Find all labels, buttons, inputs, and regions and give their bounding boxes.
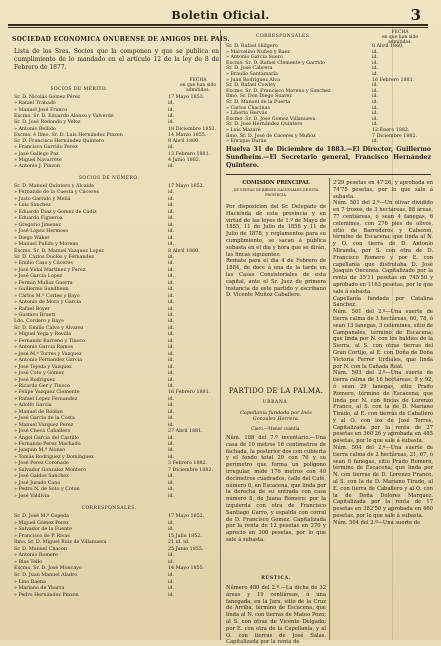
member-admission-date: id. <box>168 145 175 151</box>
member-name: » Gregorio Jimenez <box>14 222 61 228</box>
member-name: » Tomás Rodriguez y Domínguez <box>14 454 94 460</box>
member-name: » Juan Rodriguez Alva <box>226 77 280 83</box>
member-name: » José Checa Caballero <box>14 429 71 435</box>
member-admission-date: 8 Abril 1860. <box>168 248 200 254</box>
member-admission-date: 3 Febrero 1882. <box>168 461 208 467</box>
member-name: Ilmo. Sr. D. Miguel Ruiz de Villanueva <box>14 540 107 546</box>
rustica-heading: RÚSTICA. <box>261 576 291 581</box>
member-admission-date: id. <box>168 553 175 559</box>
page-title: Boletin Oficial. <box>171 9 270 22</box>
member-admission-date: 4 Junio 1882. <box>168 158 201 163</box>
member-name: » Luis Sanchez <box>14 203 51 209</box>
member-admission-date: id. <box>372 83 379 89</box>
member-name: Excmo. Sr. D. Eduardo Alonso y Valverde <box>14 113 114 119</box>
member-name: » Gustavo Bruett <box>14 313 56 318</box>
member-name: » Fernando Perez Machado <box>14 442 81 447</box>
member-admission-date: id. <box>168 480 175 486</box>
member-admission-date: id. <box>168 293 175 299</box>
member-name: » Eduardo Figueroa <box>14 216 63 222</box>
member-name: Ilmo. Sr. Don Diego Suarez <box>226 94 292 100</box>
member-admission-date: id. <box>168 113 175 119</box>
commission-heading: COMISION PRINCIPAL <box>242 180 310 186</box>
member-name: » Justo Garrido y Meliá <box>14 196 71 202</box>
member-admission-date: 7 Diciembre 1882. <box>372 133 418 139</box>
member-name: » Felipe Vazquez Clemente <box>14 390 80 396</box>
member-name: » Manuel José Franco <box>14 107 68 113</box>
member-name: » José Rodriguez <box>14 377 56 383</box>
member-name: » Francisco de P. Rivas <box>14 533 70 539</box>
member-admission-date: 17 Mayo 1852. <box>168 184 205 189</box>
member-admission-date: id. <box>372 72 379 77</box>
member-admission-date: id. <box>168 216 175 222</box>
member-admission-date: id. <box>168 274 175 280</box>
member-name: Ldo. Cordero y Bayo <box>14 319 64 325</box>
member-name: » Joaquin M.ª Alonso <box>14 448 66 454</box>
closing-rule <box>226 174 431 175</box>
member-name: » Manuel Vazquez Perez <box>14 422 74 428</box>
member-name: Excmo. Sr. D. Francisco Moreno y Sanchez <box>226 88 331 94</box>
member-name: » Antonio Romero <box>14 553 58 559</box>
member-admission-date: id. <box>168 306 175 312</box>
member-admission-date: id. <box>168 422 175 428</box>
member-admission-date: id. <box>372 66 379 72</box>
member-name: Excmo. é Ilmo. Sr. D. Luis Hernández Pinzon <box>14 132 123 138</box>
member-name: » Liberto Hervás <box>226 111 268 117</box>
member-admission-date: id. <box>168 235 175 241</box>
member-name: » Eduardo Diaz y Gomez de Cádiz <box>14 209 97 215</box>
member-name: » Miguel Vega y Revilla <box>14 332 72 338</box>
num480-entry: Número 480 del 2.º.—La dicha de 32 áreas y 19 centiáreas, ó una fanegada, en la Jara, sitio de la Cruz de Arriba, término de Escacena, que linda al N. con tierras de Mateo Pozo; al S. con otras de Vicente Delgado; por E. con otra de la Capellanía, y al O. con tierras de José Salas. Capitalizada por la renta de <box>226 585 326 646</box>
member-admission-date: 14 Mayo 1855. <box>168 566 205 572</box>
member-admission-date: 15 Julio 1852. <box>168 533 202 539</box>
member-name: Sr. D. Manuel Quintero y Alcaide <box>14 184 95 189</box>
member-admission-date: id. <box>168 300 175 306</box>
member-admission-date: id. <box>168 242 175 248</box>
right-fecha-header: FECHA en que han sido admitidos. <box>381 30 419 45</box>
member-name: » Mariano de Ybarra <box>14 586 65 592</box>
left-fecha-header: FECHA en que han sido admitidos. <box>179 78 217 93</box>
commission-subheading: DE VENTAS DE BIENES NACIONALES DE ESTA PROVINCIA. <box>233 188 319 197</box>
left-corresponsales-heading: CORRESPONSALES. <box>81 506 137 511</box>
member-admission-date: id. <box>168 107 175 113</box>
member-admission-date: id. <box>168 196 175 202</box>
member-name: » Antonio Garcia Suero <box>226 55 283 61</box>
member-name: Sr. D. Rafael Hidgero <box>226 44 278 49</box>
member-name: » José Gallego Paz <box>14 151 59 157</box>
member-admission-date: 25 Junio 1855. <box>168 546 204 552</box>
member-name: Sr. D. Nicolás Gómez Pérez <box>14 95 81 100</box>
page-header <box>0 0 441 26</box>
member-name: » Marcelino Nuñez y Baez <box>226 49 290 55</box>
closing-signature: Huelva 31 de Diciembre de 1883.—El Director, Guillermo Sundheim.—El Secretario general, Francisco Hernández Quintero. <box>226 146 431 169</box>
member-name: » Pedro N. de Soto y Coton <box>14 487 80 493</box>
member-name: » Carlos Chacinas <box>226 105 270 111</box>
member-admission-date: 17 Mayo 1852. <box>168 514 205 519</box>
member-name: » José Valdivia <box>14 493 50 499</box>
member-name: » Rafael Lopez Fernandez <box>14 396 78 402</box>
member-name: » José Coto y Gómez <box>14 371 64 377</box>
member-admission-date: id. <box>168 592 175 598</box>
palma-heading: PARTIDO DE LA PALMA. <box>228 387 324 395</box>
member-admission-date: id. <box>168 454 175 460</box>
paper-fold <box>392 26 393 640</box>
member-name: Sr. D. Carlos Duclós y Fernandez <box>14 254 94 260</box>
member-name: » Antonio Fernandez Garcia <box>14 358 83 364</box>
member-name: » Salvador de la Fuente <box>14 527 72 533</box>
member-name: » Emilio Caso y Cáceres <box>14 261 73 267</box>
member-name: » Fermin Muñoz Guerra <box>14 280 73 286</box>
member-admission-date: id. <box>168 280 175 286</box>
member-admission-date: id. <box>168 351 175 357</box>
member-name: Excmo. Sr. D. Manuel Vazquez Lopez <box>14 248 104 254</box>
member-admission-date: id. <box>168 520 175 526</box>
column-divider <box>220 30 221 640</box>
member-admission-date: id. <box>168 209 175 215</box>
member-admission-date: 21 id. id. <box>168 540 190 546</box>
member-name: Sr. D. José Cabrera <box>226 66 273 72</box>
member-name: » Manuel de Roldan <box>14 409 63 415</box>
member-admission-date: id. <box>168 409 175 415</box>
member-admission-date: id. <box>372 49 379 55</box>
page-number: 3 <box>410 6 421 24</box>
member-admission-date: id. <box>168 120 175 126</box>
member-admission-date: id. <box>168 261 175 267</box>
member-name: » Miguel Navarrete <box>14 158 62 163</box>
member-name: » Manuel Pulido y Moreno <box>14 242 79 248</box>
member-name: » Antonio de Mora y Garcia <box>14 300 82 306</box>
member-name: Sr. D. Emilio Calvo y Álvarez <box>14 325 84 331</box>
member-admission-date: id. <box>168 579 175 585</box>
member-name: » Antonio Garcia Ramos <box>14 345 73 351</box>
member-name: » Rafael Boyer <box>14 306 50 312</box>
member-admission-date: id. <box>168 435 175 441</box>
member-name: » Luis Mazaré <box>226 128 261 133</box>
member-admission-date: id. <box>168 325 175 331</box>
urbana-heading: URBANA. <box>262 400 290 405</box>
member-name: » Lino Baena <box>14 579 46 585</box>
member-name: Sr. D. José M.ª Cepeda <box>14 514 70 519</box>
member-admission-date: id. <box>372 60 379 66</box>
member-admission-date: id. <box>168 364 175 370</box>
member-name: » José Vidal Martinez y Perez <box>14 267 86 273</box>
member-admission-date: id. <box>372 105 379 111</box>
society-intro: Lista de los Sres. Socios que la componen y que se publica en cumplimiento de lo mandado en el artículo 12 de la ley de 8 de Febrero de 1877. <box>14 48 219 71</box>
member-admission-date: id. <box>372 94 379 100</box>
member-name: » Ángel Garcia del Castillo <box>14 435 79 441</box>
member-admission-date: 13 Febrero 1881. <box>168 151 211 157</box>
member-name: » Fernando Barreno y Tinoco <box>14 338 86 344</box>
member-admission-date: id. <box>168 371 175 377</box>
member-name: » José Perez Coronado <box>14 461 69 467</box>
member-name: Sr. D. Manuel de la Puerta <box>226 100 291 105</box>
member-admission-date: id. <box>168 203 175 209</box>
member-admission-date: id. <box>168 164 175 170</box>
member-name: » José Tejeda y Vazquez <box>14 364 72 370</box>
member-admission-date: 14 Marzo 1855. <box>168 132 207 138</box>
num188-entry: Núm. 188 del 7.º inventario.—Una casa de 10 metros 16 centímetros de fachada, la posterior dos con cubierta y el fondo total 29 con 76 y su perímetro que forma un polígono irregular, mide 176 metros con 40 decímetros cuadrados, calle del Café, número 6, en Escacena, que linda por la derecha de su entrada con casa número 8, de Juana Romero; por la izquierda con otra de Francisco Santiago Carro, y espalda con corral de D. Francisco Gomez. Capitalizada por la renta de 12 pesetas en 270 y aprecio en 300 pesetas, por lo que sale á subasta. <box>226 435 326 543</box>
member-admission-date: id. <box>168 319 175 325</box>
member-name: Excmo. Sr. D. José Gomez Villanueva <box>226 116 316 122</box>
clero-heading: Clero.—Menor cuantía. <box>251 426 301 431</box>
right-corresponsales-heading: CORRESPONSALES. <box>256 34 311 39</box>
member-name: » Enrique Durán <box>226 139 267 145</box>
member-admission-date: id. <box>168 527 175 533</box>
member-admission-date: id. <box>168 101 175 107</box>
member-admission-date: id. <box>168 332 175 338</box>
member-admission-date: 17 Mayo 1853. <box>168 95 205 100</box>
member-name: Ilmo. Sr. D. José de Cáceres y Muñoz <box>226 133 316 139</box>
member-name: » José Garcia de la Costa <box>14 416 75 422</box>
member-admission-date: id. <box>168 448 175 454</box>
member-name: » Salvador Gonzalez Montero <box>14 467 86 473</box>
member-admission-date: id. <box>168 416 175 422</box>
member-name: Sr. D. Juan Manuel Aladro <box>14 572 78 578</box>
urbana-note: Capellanía fundada por Inés Gonzalez Herrera. <box>240 410 312 423</box>
member-admission-date: id. <box>168 493 175 499</box>
member-admission-date: id. <box>372 55 379 61</box>
member-admission-date: id. <box>168 474 175 480</box>
member-admission-date: id. <box>372 139 379 145</box>
member-name: » Miguel Gómez Perez <box>14 520 69 526</box>
subcolumn-divider <box>329 178 330 640</box>
member-name: » Antonio Bellido <box>14 126 56 132</box>
member-admission-date: id. <box>372 100 379 105</box>
member-name: Sr. D. Francisco Hernández Quintero <box>14 139 105 145</box>
member-name: » Adolfo Garcia <box>14 403 52 409</box>
member-name: Excmo. Sr. D. José Moncayo <box>14 566 82 572</box>
member-name: » Blas Tello <box>14 559 42 565</box>
right-subcolumn-text: 2'29 pesetas en 47'26, y aprobada en 74'75 pesetas, por lo que sale á subasta. Núm. 501 del 2.º—Un olivar dividido en 7 trozos, de 3 hectáreas, 88 áreas, 77 centiáreas, ó sean 4 fanegas, 6 celemines, con 276 pies de olivos, sitio de Barrederos y Cabezon, término de Escacena; que linda al N. y O. con tierra de D. Antonio Miranda, por S. con otra de D. Francisco Romero y por E. con capellanía que disfrutaba D. José Joaquin Oncenea. Capitalizado por la renta de 35'11 pesetas en 745'50 y aprobado en 1163 pesetas, por lo que sale á subasta. Capellanía fundada por Catalina Sanchez. Núm. 501 del 2.º—Una suerte de tierra calma de 3 hectáreas, 60, 78, ó sean 13 fanegas, 3 celemines, sitio de Campanales, término de Escacena; que linda por N. con los baldíos de la Sierra, al S. con otras tierras del Gran Cortijo, al E. con Doña de Doña Victoria Ferrer Urdiales, que linda por N. con la Cañada Real. Núm. 503 del 2.º—Una suerte de tierra calma de 16 hectáreas, 9 y 92, ó sean 29 fanegas, sitio Prado Romero, término de Escacena; que linda por N. con fincas de Lorenzo Franco, al S. con la de D. Mariano Tirado, al E. con tierras de Caballero y al O. con los de José Torres, Capitalizada por la renta de 27 pesetas en 360'26 y aprobada en 485 pesetas, por lo que sale á subasta. Núm. 504 del 2.º—Una suerte de tierra calma de 2 hectáreas, 21, 67, ó sean 6 fanegas, sitio Prado Romero, término de Escacena; que linda por N. con tierras de D. Lorenzo Franco, al S. con la de D. Mariano Tirado, al E. con tierra de Caballero y al O. con la de Doña Dolores Marquez. Capitalizada por la renta de 17 pesetas en 382'50 y aprobada en 460 pesetas, por lo que sale á subasta. Núm. 504 del 2.º—Una suerte de <box>333 180 433 526</box>
member-admission-date: id. <box>168 377 175 383</box>
member-admission-date: id. <box>168 338 175 344</box>
member-name: » Francisco Garrido Perez <box>14 145 78 151</box>
member-name: » José Jurado Cano <box>14 480 61 486</box>
member-name: » Rafael Trabado <box>14 101 56 107</box>
member-name: » Braulio Santamaría <box>226 72 278 77</box>
member-name: » Ricardo Ger y Tinoco <box>14 383 70 389</box>
member-name: » Cárlos M.ª Cortes y Bayo <box>14 293 80 299</box>
member-admission-date: id. <box>168 345 175 351</box>
member-admission-date: id. <box>168 254 175 260</box>
member-name: Excmo. Sr. D. Rafael Clemente y Garrido <box>226 60 326 66</box>
member-admission-date: id. <box>168 313 175 318</box>
member-admission-date: id. <box>168 358 175 364</box>
member-name: » José Lopez Hermoso <box>14 229 69 235</box>
member-admission-date: id. <box>372 116 379 122</box>
member-admission-date: id. <box>168 287 175 293</box>
member-name: » Antonio J. Pinzon <box>14 164 60 170</box>
member-name: » José M.ª Torres y Vazquez <box>14 351 82 357</box>
member-admission-date: id. <box>168 487 175 493</box>
numero-heading: SOCIOS DE NÚMERO. <box>78 176 140 181</box>
member-admission-date: id. <box>372 122 379 128</box>
member-admission-date: 8 Abril 1860. <box>372 44 404 49</box>
member-admission-date: 18 Diciembre 1852. <box>168 126 217 132</box>
member-admission-date: 8 Abril 1860. <box>168 139 200 145</box>
member-name: » José Galdos Sanchez <box>14 474 69 480</box>
member-admission-date: id. <box>372 111 379 117</box>
society-title: SOCIEDAD ECONOMICA ONUBENSE DE AMIGOS DEL PAIS. <box>12 36 230 43</box>
member-admission-date: id. <box>168 222 175 228</box>
commission-body: Por disposicion del Sr. Delegado de Hacienda de esta provincia y en virtud de las leyes de 1.º de Mayo de 1855, 11 de Julio de 1856 y 11 de Julio de 1878, y reglamentos para su cumplimiento, se sacan á pública subasta en el dia y hora que se dirán, las fincas siguientes: Remate para el dia 4 de Febrero de 1884, de doce á una de la tarde en las Casas Consistoriales de esta capital, ante el Sr. Juez de primera instancia de este partido y escribano D. Vicente Muñoz Caballero. <box>226 204 326 299</box>
member-admission-date: id. <box>168 559 175 565</box>
member-name: Sr. D. José Hernández Quintero <box>226 122 303 128</box>
member-admission-date: 16 Febrero 1881. <box>168 390 211 396</box>
header-rule <box>8 24 428 26</box>
member-admission-date: id. <box>168 190 175 196</box>
member-admission-date: 7 Diciembre 1882. <box>168 467 214 473</box>
member-name: Sr. D. Rafael Cowley <box>226 83 276 89</box>
member-admission-date: id. <box>168 572 175 578</box>
member-name: » Fernando de la Cuesta y Cáceres <box>14 190 99 196</box>
member-name: » Pedro Hernández Pinzon <box>14 592 79 598</box>
member-name: » Guillermo Sundheim <box>14 287 69 293</box>
member-admission-date: id. <box>168 403 175 409</box>
header-rule-thin <box>8 27 428 28</box>
member-admission-date: id. <box>168 396 175 402</box>
member-admission-date: id. <box>168 267 175 273</box>
member-admission-date: id. <box>168 229 175 235</box>
member-name: Sr. D. José Redondo y Velez <box>14 120 81 126</box>
member-admission-date: id. <box>168 442 175 447</box>
member-name: » José Garcia Lopez <box>14 274 63 280</box>
member-name: » Diego Wáker <box>14 235 50 241</box>
merito-heading: SOCIOS DE MÉRITO. <box>50 87 108 92</box>
member-admission-date: 12 Enero 1882. <box>372 128 410 133</box>
member-admission-date: 16 Febrero 1881. <box>372 77 415 83</box>
member-admission-date: id. <box>372 88 379 94</box>
member-admission-date: 27 Abril 1881. <box>168 429 203 435</box>
member-name: Sr. D. Manuel Chacon <box>14 546 67 552</box>
member-admission-date: id. <box>168 586 175 592</box>
member-admission-date: id. <box>168 383 175 389</box>
